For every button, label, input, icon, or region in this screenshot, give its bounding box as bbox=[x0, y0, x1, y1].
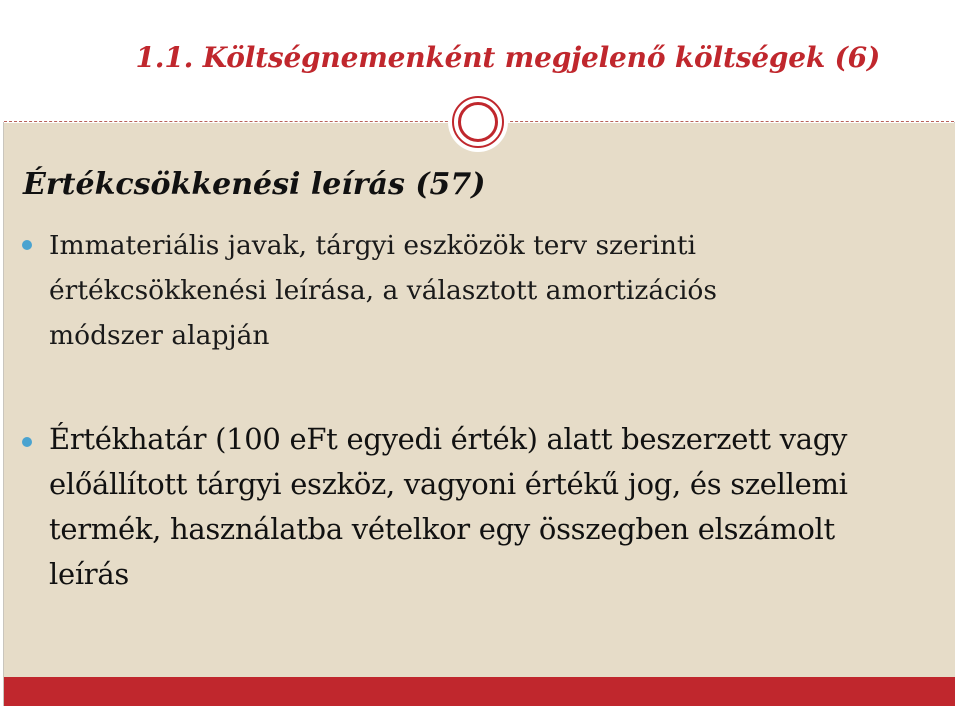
round-bullet-icon bbox=[22, 437, 32, 447]
footer-bar bbox=[4, 677, 955, 706]
round-bullet-icon bbox=[22, 240, 32, 250]
double-ring-circle-icon bbox=[448, 92, 508, 152]
slide-title: 1.1. Költségnemenként megjelenő költségek (6) bbox=[135, 41, 880, 74]
emblem-inner-ring bbox=[458, 102, 498, 142]
bullet-text: Immateriális javak, tárgyi eszközök terv szerinti értékcsökkenési leírása, a választott amortizációs módszer alapján bbox=[49, 230, 717, 351]
section-subtitle: Értékcsökkenési leírás (57) bbox=[23, 167, 486, 202]
bullet-text: Értékhatár (100 eFt egyedi érték) alatt beszerzett vagy előállított tárgyi eszköz, vagyoni értékű jog, és szellemi termék, használatba vételkor egy összegben elszámolt leírás bbox=[49, 422, 848, 591]
